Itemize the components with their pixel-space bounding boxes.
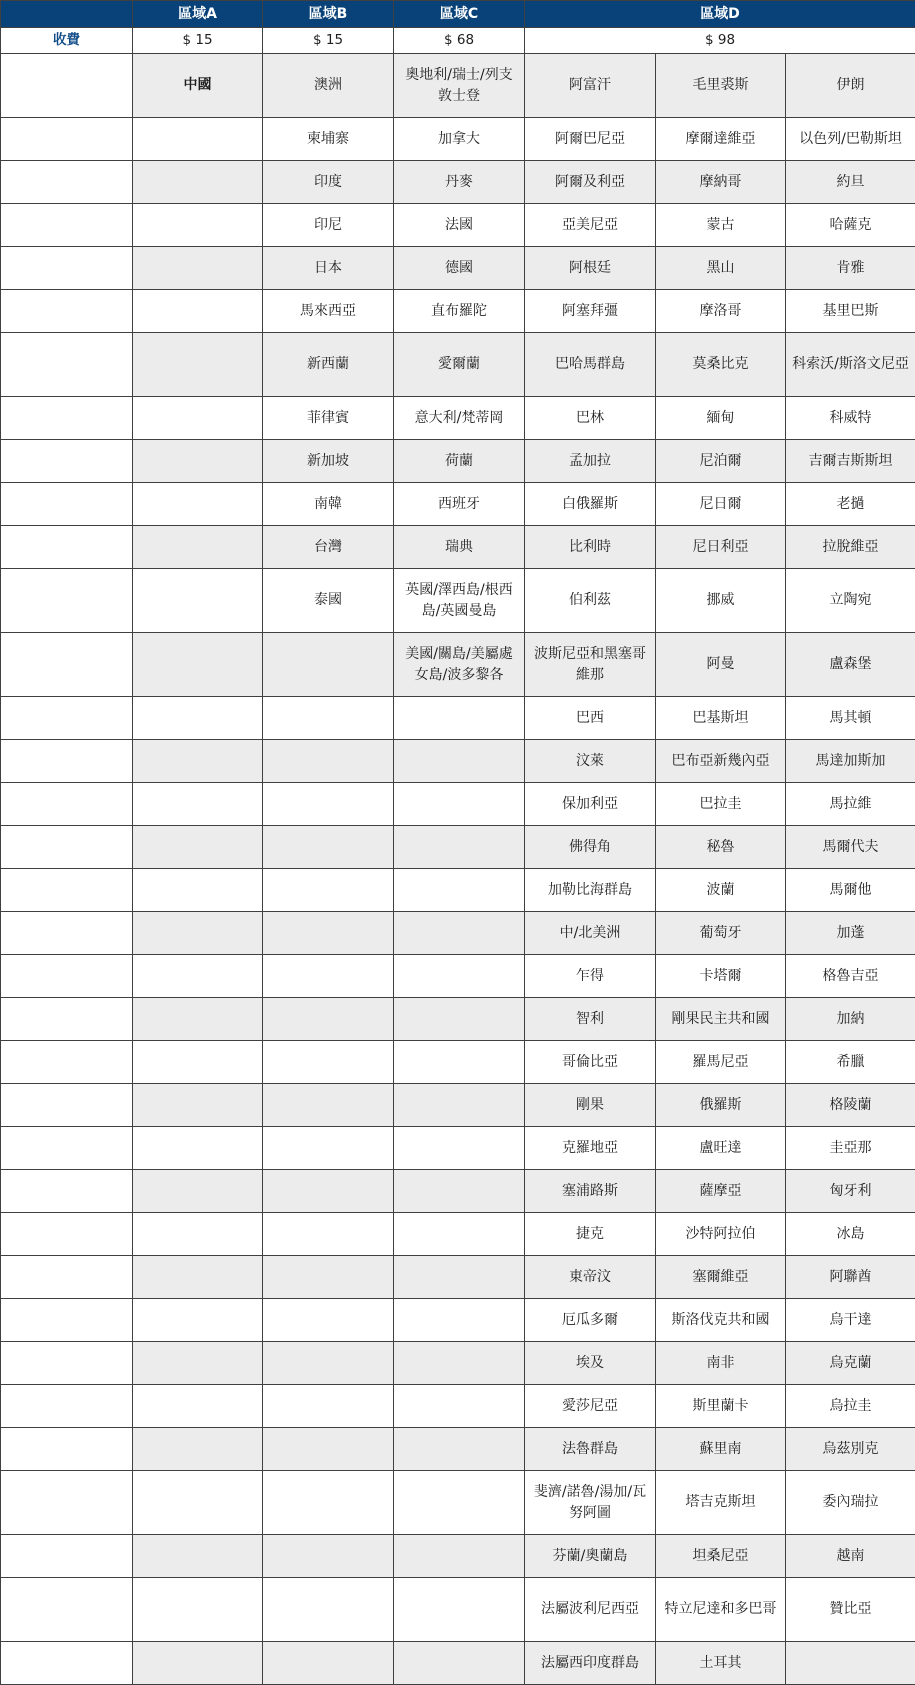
- row-label-cell: [1, 54, 133, 118]
- zone-d-col2-cell: 秘魯: [656, 826, 786, 869]
- row-label-cell: [1, 483, 133, 526]
- table-row: [1, 1642, 915, 1685]
- zone-d-col3-cell: 匈牙利: [786, 1170, 915, 1213]
- row-label-cell: [1, 161, 133, 204]
- zone-d-col1-cell: 愛莎尼亞: [525, 1385, 656, 1428]
- zone-b-cell: [263, 1170, 394, 1213]
- zone-d-col1-cell: 法魯群島: [525, 1428, 656, 1471]
- zone-d-col3-cell: 肯雅: [786, 247, 915, 290]
- zone-d-col1-cell: 東帝汶: [525, 1256, 656, 1299]
- fee-label: 收費: [1, 28, 133, 54]
- table-row: [1, 290, 915, 333]
- zone-c-cell: [394, 1342, 525, 1385]
- zone-c-cell: 英國/澤西島/根西島/英國曼島: [394, 569, 525, 633]
- zone-c-cell: [394, 998, 525, 1041]
- zone-c-cell: 愛爾蘭: [394, 333, 525, 397]
- zone-c-cell: 瑞典: [394, 526, 525, 569]
- zone-a-cell: [133, 161, 263, 204]
- zone-d-col1-cell: 阿富汗: [525, 54, 656, 118]
- table-row: [1, 54, 915, 118]
- zone-d-col3-cell: 盧森堡: [786, 633, 915, 697]
- zone-d-col1-cell: 阿爾巴尼亞: [525, 118, 656, 161]
- zone-d-col2-cell: 巴布亞新幾內亞: [656, 740, 786, 783]
- zone-c-cell: [394, 1642, 525, 1685]
- row-label-cell: [1, 1041, 133, 1084]
- table-row: [1, 397, 915, 440]
- zone-a-cell: [133, 697, 263, 740]
- row-label-cell: [1, 1578, 133, 1642]
- row-label-cell: [1, 118, 133, 161]
- fee-row: [1, 28, 915, 54]
- zone-a-cell: [133, 1299, 263, 1342]
- zone-d-col1-cell: 捷克: [525, 1213, 656, 1256]
- table-row: [1, 1385, 915, 1428]
- zone-b-cell: 新西蘭: [263, 333, 394, 397]
- zone-c-cell: [394, 783, 525, 826]
- zone-a-cell: [133, 955, 263, 998]
- zone-a-cell: [133, 1213, 263, 1256]
- zone-d-col2-cell: 坦桑尼亞: [656, 1535, 786, 1578]
- zone-a-cell: [133, 333, 263, 397]
- zone-a-cell: [133, 483, 263, 526]
- zone-header-row: [1, 1, 915, 28]
- zone-d-col1-cell: 伯利茲: [525, 569, 656, 633]
- zone-d-col3-cell: 希臘: [786, 1041, 915, 1084]
- table-row: [1, 569, 915, 633]
- zone-d-col1-cell: 阿爾及利亞: [525, 161, 656, 204]
- zone-b-cell: [263, 1471, 394, 1535]
- zone-b-cell: [263, 869, 394, 912]
- zone-d-col1-cell: 亞美尼亞: [525, 204, 656, 247]
- zone-d-col3-cell: 越南: [786, 1535, 915, 1578]
- zone-c-cell: 德國: [394, 247, 525, 290]
- zone-d-col3-cell: 阿聯酋: [786, 1256, 915, 1299]
- table-row: [1, 1127, 915, 1170]
- zone-d-col1-cell: 智利: [525, 998, 656, 1041]
- zone-c-cell: [394, 826, 525, 869]
- zone-a-cell: [133, 440, 263, 483]
- zone-d-col1-cell: 剛果: [525, 1084, 656, 1127]
- zone-a-cell: [133, 1342, 263, 1385]
- zone-a-cell: [133, 247, 263, 290]
- zone-d-col2-cell: 卡塔爾: [656, 955, 786, 998]
- zone-b-cell: 菲律賓: [263, 397, 394, 440]
- zone-c-cell: [394, 1127, 525, 1170]
- zone-b-cell: [263, 1256, 394, 1299]
- zone-c-cell: [394, 1256, 525, 1299]
- row-label-cell: [1, 290, 133, 333]
- zone-d-col2-cell: 挪威: [656, 569, 786, 633]
- zone-d-fee: $ 98: [525, 28, 915, 54]
- zone-a-cell: [133, 397, 263, 440]
- zone-d-col2-cell: 蒙古: [656, 204, 786, 247]
- zone-c-cell: 丹麥: [394, 161, 525, 204]
- zone-c-cell: 意大利/梵蒂岡: [394, 397, 525, 440]
- zone-d-col3-cell: 科索沃/斯洛文尼亞: [786, 333, 915, 397]
- zone-c-header: 區域C: [394, 1, 525, 28]
- zone-b-cell: [263, 1213, 394, 1256]
- zone-d-col1-cell: 埃及: [525, 1342, 656, 1385]
- zone-b-cell: 澳洲: [263, 54, 394, 118]
- zone-d-col2-cell: 薩摩亞: [656, 1170, 786, 1213]
- table-row: [1, 161, 915, 204]
- row-label-cell: [1, 1127, 133, 1170]
- zone-a-cell: [133, 783, 263, 826]
- zone-b-fee: $ 15: [263, 28, 394, 54]
- row-label-cell: [1, 783, 133, 826]
- zone-d-col3-cell: 基里巴斯: [786, 290, 915, 333]
- table-row: [1, 697, 915, 740]
- zone-d-col3-cell: 伊朗: [786, 54, 915, 118]
- zone-d-col3-cell: 烏茲別克: [786, 1428, 915, 1471]
- zone-d-col2-cell: 剛果民主共和國: [656, 998, 786, 1041]
- zone-c-cell: [394, 1084, 525, 1127]
- zone-a-cell: [133, 1127, 263, 1170]
- zone-d-col1-cell: 厄瓜多爾: [525, 1299, 656, 1342]
- zone-d-col1-cell: 乍得: [525, 955, 656, 998]
- zone-c-cell: [394, 740, 525, 783]
- zone-d-col2-cell: 蘇里南: [656, 1428, 786, 1471]
- row-label-cell: [1, 697, 133, 740]
- zone-d-col3-cell: 圭亞那: [786, 1127, 915, 1170]
- zone-d-col1-cell: 阿塞拜彊: [525, 290, 656, 333]
- zone-a-cell: [133, 1084, 263, 1127]
- zone-b-cell: 柬埔寨: [263, 118, 394, 161]
- zone-b-cell: [263, 1385, 394, 1428]
- zone-d-col2-cell: 阿曼: [656, 633, 786, 697]
- zone-a-cell: [133, 1256, 263, 1299]
- row-label-cell: [1, 1428, 133, 1471]
- table-row: [1, 1299, 915, 1342]
- zone-d-col3-cell: 約旦: [786, 161, 915, 204]
- zone-c-cell: 奧地利/瑞士/列支敦士登: [394, 54, 525, 118]
- row-label-cell: [1, 869, 133, 912]
- zone-a-cell: [133, 1428, 263, 1471]
- zone-b-cell: [263, 1084, 394, 1127]
- zone-d-col1-cell: 芬蘭/奧蘭島: [525, 1535, 656, 1578]
- table-row: [1, 440, 915, 483]
- row-label-cell: [1, 1471, 133, 1535]
- zone-d-col1-cell: 克羅地亞: [525, 1127, 656, 1170]
- row-label-cell: [1, 1642, 133, 1685]
- zone-b-cell: 馬來西亞: [263, 290, 394, 333]
- zone-b-cell: 印度: [263, 161, 394, 204]
- zone-d-col3-cell: 馬其頓: [786, 697, 915, 740]
- zone-b-cell: [263, 1299, 394, 1342]
- zone-d-col2-cell: 巴拉圭: [656, 783, 786, 826]
- table-row: [1, 869, 915, 912]
- table-row: [1, 955, 915, 998]
- zone-a-cell: [133, 1041, 263, 1084]
- row-label-cell: [1, 998, 133, 1041]
- table-row: [1, 998, 915, 1041]
- zone-b-cell: 日本: [263, 247, 394, 290]
- zone-c-cell: 美國/關島/美屬處女島/波多黎各: [394, 633, 525, 697]
- zone-a-cell: [133, 204, 263, 247]
- row-label-cell: [1, 333, 133, 397]
- table-row: [1, 483, 915, 526]
- zone-d-col2-cell: 俄羅斯: [656, 1084, 786, 1127]
- table-row: [1, 1213, 915, 1256]
- zone-d-col3-cell: 馬拉維: [786, 783, 915, 826]
- zone-d-col2-cell: 特立尼達和多巴哥: [656, 1578, 786, 1642]
- table-row: [1, 633, 915, 697]
- zone-a-cell: [133, 998, 263, 1041]
- zone-b-cell: [263, 633, 394, 697]
- zone-a-cell: [133, 1535, 263, 1578]
- zone-d-col1-cell: 保加利亞: [525, 783, 656, 826]
- zone-d-col3-cell: 格陵蘭: [786, 1084, 915, 1127]
- zone-d-col3-cell: 冰島: [786, 1213, 915, 1256]
- row-label-cell: [1, 247, 133, 290]
- zone-c-cell: [394, 1041, 525, 1084]
- zone-c-cell: [394, 869, 525, 912]
- zone-b-cell: 南韓: [263, 483, 394, 526]
- zone-d-col1-cell: 孟加拉: [525, 440, 656, 483]
- zone-a-cell: [133, 1471, 263, 1535]
- zone-d-col1-cell: 中/北美洲: [525, 912, 656, 955]
- zone-d-col1-cell: 阿根廷: [525, 247, 656, 290]
- zone-d-col2-cell: 緬甸: [656, 397, 786, 440]
- zone-b-cell: [263, 697, 394, 740]
- zone-a-cell: 中國: [133, 54, 263, 118]
- table-row: [1, 1342, 915, 1385]
- zone-a-cell: [133, 1385, 263, 1428]
- table-row: [1, 783, 915, 826]
- zone-d-col1-cell: 巴西: [525, 697, 656, 740]
- row-label-cell: [1, 526, 133, 569]
- table-row: [1, 526, 915, 569]
- zone-d-col2-cell: 巴基斯坦: [656, 697, 786, 740]
- zone-a-cell: [133, 569, 263, 633]
- row-label-cell: [1, 912, 133, 955]
- zone-d-header: 區域D: [525, 1, 915, 28]
- zone-c-fee: $ 68: [394, 28, 525, 54]
- zone-b-header: 區域B: [263, 1, 394, 28]
- zone-d-col1-cell: 白俄羅斯: [525, 483, 656, 526]
- zone-b-cell: [263, 912, 394, 955]
- row-label-cell: [1, 1535, 133, 1578]
- row-label-cell: [1, 740, 133, 783]
- table-row: [1, 247, 915, 290]
- zone-d-col3-cell: [786, 1642, 915, 1685]
- table-row: [1, 1041, 915, 1084]
- table-row: [1, 1428, 915, 1471]
- zone-d-col1-cell: 佛得角: [525, 826, 656, 869]
- zone-d-col3-cell: 馬爾代夫: [786, 826, 915, 869]
- row-label-cell: [1, 1342, 133, 1385]
- table-row: [1, 1170, 915, 1213]
- table-row: [1, 1535, 915, 1578]
- zone-d-col3-cell: 贊比亞: [786, 1578, 915, 1642]
- zone-d-col3-cell: 烏拉圭: [786, 1385, 915, 1428]
- table-row: [1, 740, 915, 783]
- zone-d-col3-cell: 烏克蘭: [786, 1342, 915, 1385]
- zone-d-col2-cell: 摩洛哥: [656, 290, 786, 333]
- zone-d-col2-cell: 尼日爾: [656, 483, 786, 526]
- zone-b-cell: [263, 998, 394, 1041]
- zone-d-col2-cell: 羅馬尼亞: [656, 1041, 786, 1084]
- zone-b-cell: 印尼: [263, 204, 394, 247]
- zone-d-col1-cell: 汶萊: [525, 740, 656, 783]
- table-row: [1, 204, 915, 247]
- zone-c-cell: [394, 1578, 525, 1642]
- zone-d-col3-cell: 以色列/巴勒斯坦: [786, 118, 915, 161]
- zone-a-cell: [133, 633, 263, 697]
- zone-d-col1-cell: 巴林: [525, 397, 656, 440]
- table-row: [1, 118, 915, 161]
- zone-b-cell: [263, 1342, 394, 1385]
- zone-d-col3-cell: 馬爾他: [786, 869, 915, 912]
- zone-d-col2-cell: 莫桑比克: [656, 333, 786, 397]
- zone-d-col1-cell: 哥倫比亞: [525, 1041, 656, 1084]
- zone-d-col2-cell: 南非: [656, 1342, 786, 1385]
- row-label-cell: [1, 569, 133, 633]
- zone-a-header: 區域A: [133, 1, 263, 28]
- zone-d-col1-cell: 巴哈馬群島: [525, 333, 656, 397]
- zone-c-cell: [394, 697, 525, 740]
- table-row: [1, 826, 915, 869]
- zone-d-col1-cell: 塞浦路斯: [525, 1170, 656, 1213]
- zone-d-col2-cell: 黑山: [656, 247, 786, 290]
- zone-c-cell: [394, 1535, 525, 1578]
- row-label-cell: [1, 1256, 133, 1299]
- zone-d-col2-cell: 斯洛伐克共和國: [656, 1299, 786, 1342]
- zone-d-col2-cell: 塔吉克斯坦: [656, 1471, 786, 1535]
- zone-d-col3-cell: 格魯吉亞: [786, 955, 915, 998]
- zone-d-col3-cell: 加納: [786, 998, 915, 1041]
- zone-a-cell: [133, 869, 263, 912]
- row-label-cell: [1, 1170, 133, 1213]
- zone-c-cell: [394, 955, 525, 998]
- row-label-cell: [1, 440, 133, 483]
- zone-d-col2-cell: 塞爾維亞: [656, 1256, 786, 1299]
- zone-b-cell: [263, 826, 394, 869]
- row-label-cell: [1, 1299, 133, 1342]
- zone-c-cell: [394, 1385, 525, 1428]
- zone-a-cell: [133, 740, 263, 783]
- zone-b-cell: 台灣: [263, 526, 394, 569]
- zone-d-col2-cell: 尼泊爾: [656, 440, 786, 483]
- row-label-cell: [1, 1084, 133, 1127]
- zone-d-col2-cell: 沙特阿拉伯: [656, 1213, 786, 1256]
- zone-d-col3-cell: 烏干達: [786, 1299, 915, 1342]
- zone-d-col1-cell: 比利時: [525, 526, 656, 569]
- row-label-cell: [1, 633, 133, 697]
- zone-d-col1-cell: 法屬西印度群島: [525, 1642, 656, 1685]
- zone-d-col1-cell: 波斯尼亞和黑塞哥維那: [525, 633, 656, 697]
- zone-d-col2-cell: 波蘭: [656, 869, 786, 912]
- zone-d-col1-cell: 斐濟/諾魯/湯加/瓦努阿圖: [525, 1471, 656, 1535]
- zone-d-col2-cell: 摩爾達維亞: [656, 118, 786, 161]
- zone-c-cell: [394, 1170, 525, 1213]
- zone-a-cell: [133, 290, 263, 333]
- header-blank-cell: [1, 1, 133, 28]
- zone-d-col1-cell: 法屬波利尼西亞: [525, 1578, 656, 1642]
- zone-b-cell: [263, 1041, 394, 1084]
- zone-d-col2-cell: 毛里裘斯: [656, 54, 786, 118]
- zone-d-col2-cell: 土耳其: [656, 1642, 786, 1685]
- row-label-cell: [1, 1385, 133, 1428]
- zone-b-cell: [263, 1127, 394, 1170]
- table-row: [1, 1471, 915, 1535]
- table-row: [1, 1256, 915, 1299]
- zone-b-cell: 新加坡: [263, 440, 394, 483]
- zone-c-cell: 加拿大: [394, 118, 525, 161]
- zone-b-cell: 泰國: [263, 569, 394, 633]
- zone-d-col3-cell: 拉脫維亞: [786, 526, 915, 569]
- zone-b-cell: [263, 1535, 394, 1578]
- zone-b-cell: [263, 1642, 394, 1685]
- zone-d-col2-cell: 盧旺達: [656, 1127, 786, 1170]
- zone-c-cell: [394, 1471, 525, 1535]
- zone-d-col1-cell: 加勒比海群島: [525, 869, 656, 912]
- zone-d-col3-cell: 立陶宛: [786, 569, 915, 633]
- zone-c-cell: [394, 912, 525, 955]
- zone-a-cell: [133, 1642, 263, 1685]
- row-label-cell: [1, 826, 133, 869]
- zone-d-col3-cell: 委內瑞拉: [786, 1471, 915, 1535]
- zone-d-col3-cell: 加蓬: [786, 912, 915, 955]
- zone-a-cell: [133, 826, 263, 869]
- zone-c-cell: 荷蘭: [394, 440, 525, 483]
- zone-c-cell: 法國: [394, 204, 525, 247]
- row-label-cell: [1, 204, 133, 247]
- zone-c-cell: [394, 1213, 525, 1256]
- zone-d-col3-cell: 科威特: [786, 397, 915, 440]
- zone-d-col3-cell: 哈薩克: [786, 204, 915, 247]
- zone-d-col2-cell: 斯里蘭卡: [656, 1385, 786, 1428]
- zone-b-cell: [263, 783, 394, 826]
- zone-d-col2-cell: 尼日利亞: [656, 526, 786, 569]
- zone-b-cell: [263, 955, 394, 998]
- table-row: [1, 1578, 915, 1642]
- zone-a-cell: [133, 912, 263, 955]
- table-row: [1, 912, 915, 955]
- table-row: [1, 333, 915, 397]
- zone-c-cell: [394, 1428, 525, 1471]
- row-label-cell: [1, 1213, 133, 1256]
- zone-c-cell: 直布羅陀: [394, 290, 525, 333]
- zone-a-cell: [133, 118, 263, 161]
- zone-d-col3-cell: 馬達加斯加: [786, 740, 915, 783]
- zone-d-col2-cell: 葡萄牙: [656, 912, 786, 955]
- zone-c-cell: [394, 1299, 525, 1342]
- zone-b-cell: [263, 1578, 394, 1642]
- zone-d-col2-cell: 摩納哥: [656, 161, 786, 204]
- row-label-cell: [1, 397, 133, 440]
- zone-a-cell: [133, 1578, 263, 1642]
- table-row: [1, 1084, 915, 1127]
- row-label-cell: [1, 955, 133, 998]
- zone-b-cell: [263, 740, 394, 783]
- zone-b-cell: [263, 1428, 394, 1471]
- zone-a-fee: $ 15: [133, 28, 263, 54]
- zone-d-col3-cell: 吉爾吉斯斯坦: [786, 440, 915, 483]
- zone-d-col3-cell: 老撾: [786, 483, 915, 526]
- zone-c-cell: 西班牙: [394, 483, 525, 526]
- zone-a-cell: [133, 1170, 263, 1213]
- zone-a-cell: [133, 526, 263, 569]
